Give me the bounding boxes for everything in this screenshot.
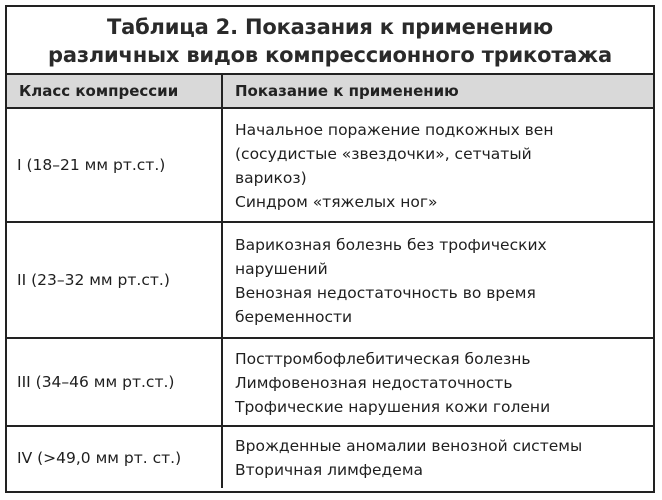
compression-class-cell: II (23–32 мм рт.ст.) (7, 222, 222, 338)
document-table-figure (5, 5, 655, 493)
indication-line: Трофические нарушения кожи голени (235, 397, 551, 416)
indication-line: Лимфовенозная недостаточность (235, 373, 513, 392)
indication-cell (222, 222, 653, 338)
indication-line: Варикозная болезнь без трофических (235, 235, 547, 254)
compression-class-cell: I (18–21 мм рт.ст.) (7, 108, 222, 222)
table-header-row (7, 74, 653, 108)
compression-class-cell: III (34–46 мм рт.ст.) (7, 338, 222, 426)
indication-line: Синдром «тяжелых ног» (235, 192, 438, 211)
indication-line: Вторичная лимфедема (235, 461, 424, 479)
table-title-line-1: Таблица 2. Показания к применению (106, 15, 554, 39)
indication-line: беременности (235, 307, 353, 326)
table-title-line-2: различных видов компрессионного трикотажа (48, 43, 612, 67)
indication-line: варикоз) (235, 168, 307, 187)
table-row (7, 338, 653, 426)
indication-cell (222, 426, 653, 488)
indication-cell (222, 338, 653, 426)
table-row (7, 108, 653, 222)
header-indication: Показание к применению (222, 74, 653, 108)
header-compression-class: Класс компрессии (7, 74, 222, 108)
indication-cell (222, 108, 653, 222)
compression-class-cell: IV (>49,0 мм рт. ст.) (7, 426, 222, 488)
indication-line: Посттромбофлебитическая болезнь (235, 349, 531, 368)
table-row (7, 222, 653, 338)
table-row (7, 426, 653, 488)
table-title (7, 7, 653, 73)
indication-line: (сосудистые «звездочки», сетчатый (235, 144, 532, 163)
indication-line: Врожденные аномалии венозной системы (235, 437, 583, 455)
indications-table (7, 73, 653, 488)
indication-line: нарушений (235, 259, 328, 278)
indication-line: Начальное поражение подкожных вен (235, 120, 554, 139)
indication-line: Венозная недостаточность во время (235, 283, 536, 302)
